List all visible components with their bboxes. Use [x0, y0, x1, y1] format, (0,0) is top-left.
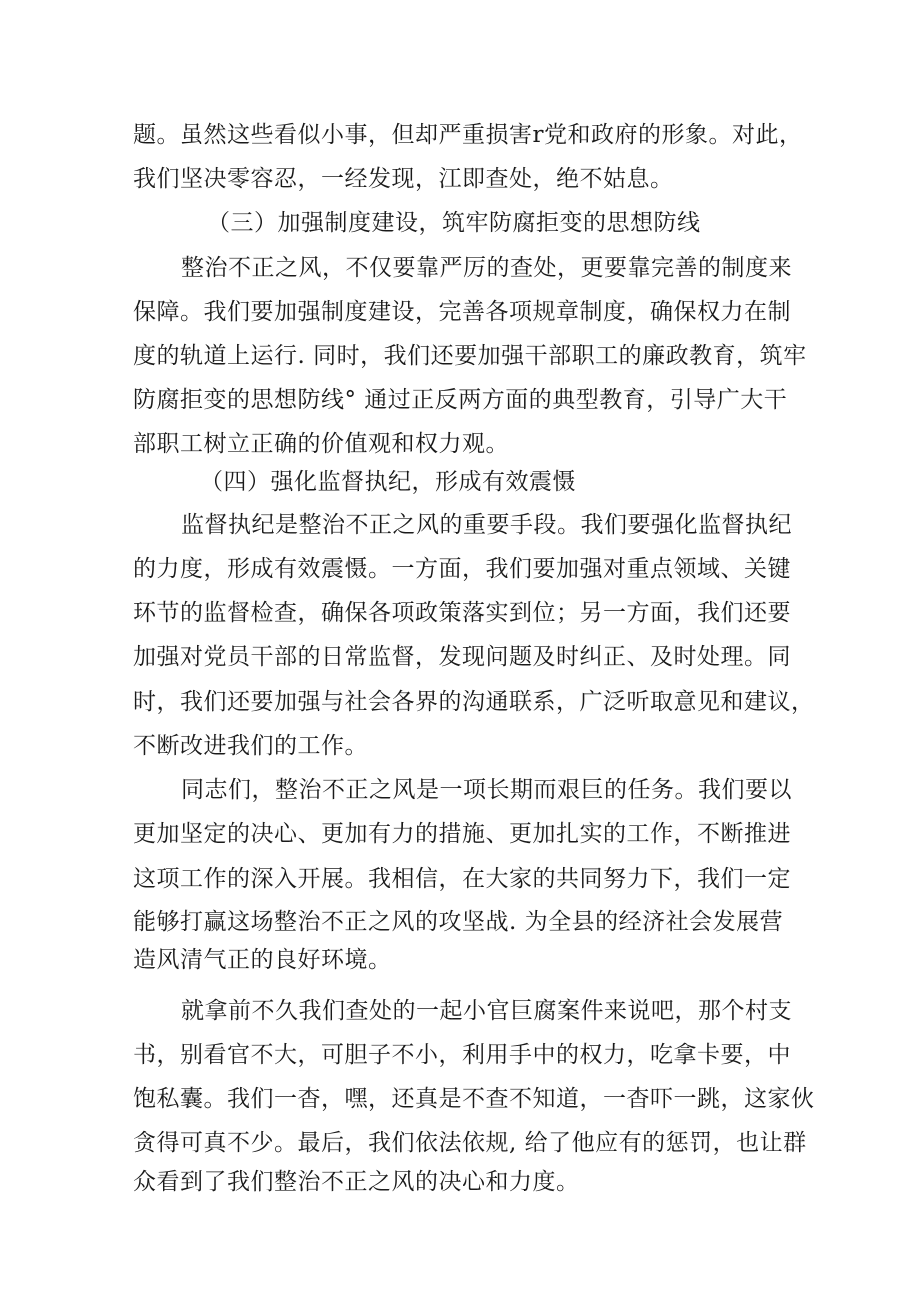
text-line: 整治不正之风，不仅要靠严厉的查处，更要靠完善的制度来 [181, 255, 792, 281]
text-line: 书，别看官不大，可胆子不小，利用手中的权力，吃拿卡要，中 [133, 1042, 791, 1068]
text-line: 贪得可真不少。最后，我们依法依规, 给了他应有的惩罚，也让群 [133, 1130, 807, 1156]
text-line: 防腐拒变的思想防线° 通过正反两方面的典型教育，引导广大干 [133, 387, 788, 413]
section-heading: （四）强化监督执纪，形成有效震慑 [200, 469, 576, 495]
text-line: 饱私囊。我们一杳，嘿，还真是不查不知道，一杳吓一跳，这家伙 [133, 1086, 815, 1112]
text-line: 监督执纪是整治不正之风的重要手段。我们要强化监督执纪 [181, 512, 792, 538]
text-line: 度的轨道上运行. 同时，我们还要加强干部职工的廉政教育，筑牢 [133, 343, 807, 369]
text-line: 不断改进我们的工作。 [133, 733, 368, 759]
text-line: 能够打赢这场整治不正之风的攻坚战. 为全县的经济社会发展营 [133, 909, 784, 935]
section-heading: （三）加强制度建设，筑牢防腐拒变的思想防线 [207, 210, 701, 236]
text-line: 题。虽然这些看似小事，但却严重损害r党和政府的形象。对此， [133, 122, 803, 148]
text-line: 环节的监督检查，确保各项政策落实到位；另一方面，我们还要 [133, 600, 791, 626]
text-line: 众看到了我们整治不正之风的决心和力度。 [133, 1169, 580, 1195]
text-line: 造风清气正的良好环境。 [133, 947, 392, 973]
text-line: 时，我们还要加强与社会各界的沟通联系，广泛听取意见和建议， [133, 689, 815, 715]
text-line: 我们坚决零容忍，一经发现，江即查处，绝不姑息。 [133, 166, 674, 192]
text-line: 保障。我们要加强制度建设，完善各项规章制度，确保权力在制 [133, 299, 791, 325]
text-line: 同志们，整治不正之风是一项长期而艰巨的任务。我们要以 [181, 777, 792, 803]
text-line: 部职工树立正确的价值观和权力观。 [133, 431, 509, 457]
text-line: 这项工作的深入开展。我相信，在大家的共同努力下，我们一定 [133, 866, 791, 892]
text-line: 就拿前不久我们查处的一起小官巨腐案件来说吧，那个村支 [181, 998, 792, 1024]
text-line: 的力度，形成有效震慑。一方面，我们要加强对重点领域、关键 [133, 556, 791, 582]
text-line: 加强对党员干部的日常监督，发现问题及时纠正、及时处理。同 [133, 644, 791, 670]
text-line: 更加坚定的决心、更加有力的措施、更加扎实的工作，不断推进 [133, 821, 791, 847]
